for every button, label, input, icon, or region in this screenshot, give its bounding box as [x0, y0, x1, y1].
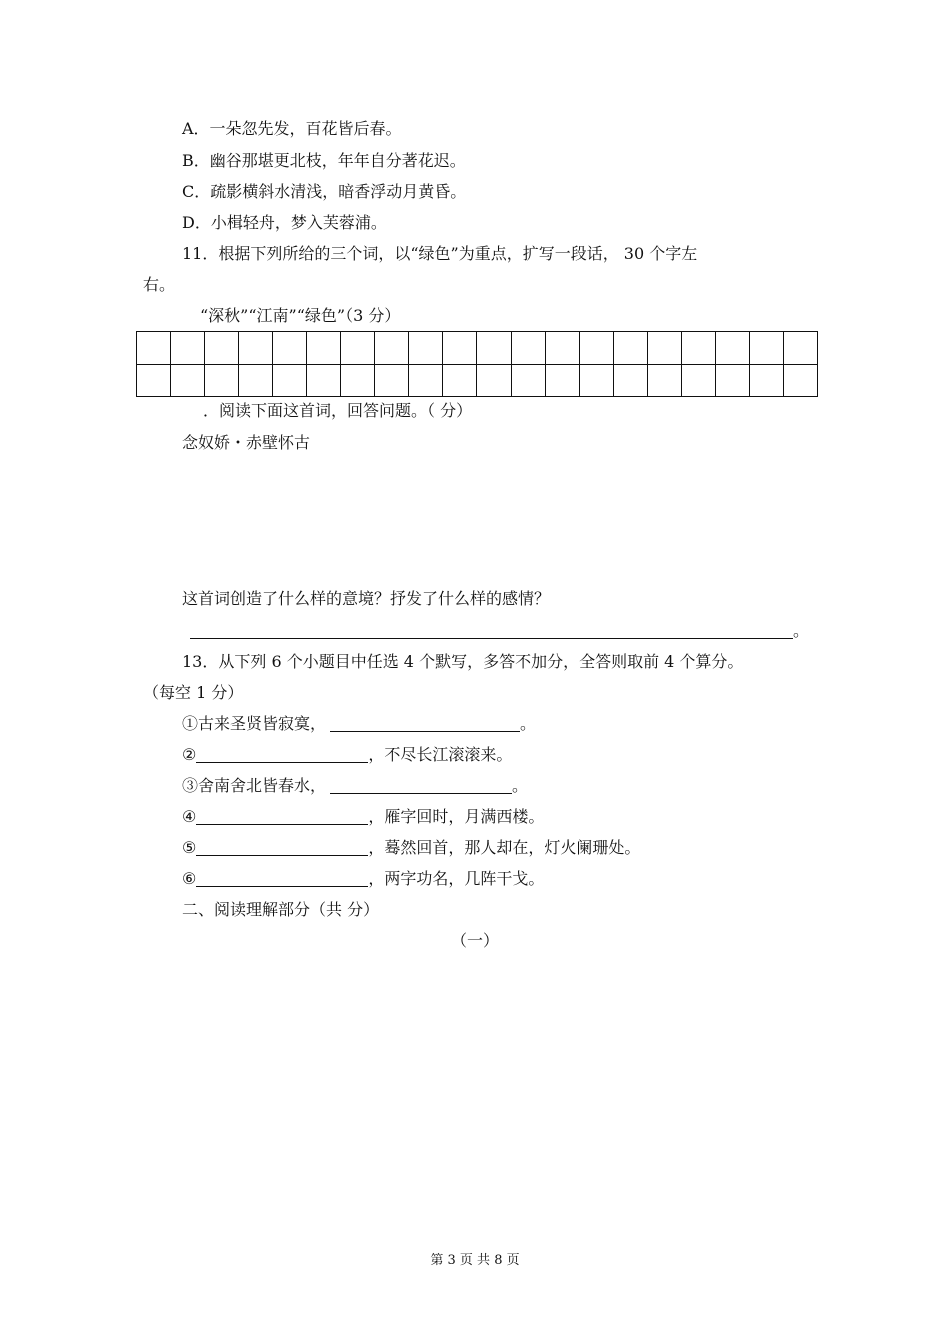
- q13-item-2-end: ，不尽长江滚滚来。: [368, 745, 513, 764]
- q13-item-3-text: ③舍南舍北皆春水，: [182, 776, 327, 795]
- fill-blank[interactable]: [196, 744, 368, 763]
- q13-item-1-end: 。: [520, 714, 537, 733]
- q13-item-4-end: ，雁字回时，月满西楼。: [368, 807, 545, 826]
- page-footer: 第 3 页 共 8 页: [430, 1253, 520, 1268]
- fill-blank[interactable]: [330, 775, 512, 794]
- q12-end-mark: 。: [793, 621, 810, 640]
- q11-words: “深秋”“江南”“绿色”（3 分）: [200, 306, 401, 325]
- q13-item-5-text: ⑤: [182, 838, 197, 857]
- q10-option-a: A．一朵忽先发，百花皆后春。: [182, 119, 402, 138]
- q13-item-1-text: ①古来圣贤皆寂寞，: [182, 714, 327, 733]
- q11-prompt-line2: 右。: [143, 275, 176, 294]
- grid-row: [137, 332, 818, 365]
- q13-item-4-text: ④: [182, 807, 197, 826]
- q13-item-6-text: ⑥: [182, 869, 197, 888]
- q13-item-6: [182, 868, 544, 890]
- fill-blank[interactable]: [330, 713, 520, 732]
- q10-option-b: B．幽谷那堪更北枝，年年自分著花迟。: [182, 151, 466, 170]
- q13-prompt-line2: （每空 1 分）: [143, 683, 244, 702]
- writing-grid[interactable]: [136, 331, 818, 397]
- q13-item-4: [182, 806, 544, 828]
- q12-question: 这首词创造了什么样的意境？抒发了什么样的感情？: [182, 589, 551, 608]
- q13-item-3: [182, 775, 528, 797]
- fill-blank[interactable]: [196, 837, 368, 856]
- q13-item-2-text: ②: [182, 745, 197, 764]
- q13-item-3-end: 。: [512, 776, 529, 795]
- q13-item-6-end: ，两字功名，几阵干戈。: [368, 869, 545, 888]
- q10-option-d: D．小楫轻舟，梦入芙蓉浦。: [182, 213, 387, 232]
- q12-answer-line[interactable]: [190, 620, 809, 642]
- q12-poem-title: 念奴娇・赤壁怀古: [182, 433, 311, 452]
- q12-intro: ．阅读下面这首词，回答问题。（ 分）: [203, 401, 473, 420]
- q13-item-5-end: ，蓦然回首，那人却在，灯火阑珊处。: [368, 838, 641, 857]
- fill-blank[interactable]: [196, 806, 368, 825]
- q13-item-1: [182, 713, 536, 735]
- grid-row: [137, 364, 818, 397]
- q13-item-2: [182, 744, 512, 766]
- section2-subheading: （一）: [450, 931, 499, 950]
- fill-blank[interactable]: [196, 868, 368, 887]
- q13-prompt-line1: 13．从下列 6 个小题目中任选 4 个默写，多答不加分，全答则取前 4 个算分。: [182, 652, 744, 671]
- q11-prompt-line1: 11．根据下列所给的三个词，以“绿色”为重点，扩写一段话， 30 个字左: [182, 244, 698, 263]
- section2-heading: 二、阅读理解部分（共 分）: [182, 900, 380, 919]
- q10-option-c: C．疏影横斜水清浅，暗香浮动月黄昏。: [182, 182, 467, 201]
- q13-item-5: [182, 837, 640, 859]
- answer-blank[interactable]: [190, 620, 793, 639]
